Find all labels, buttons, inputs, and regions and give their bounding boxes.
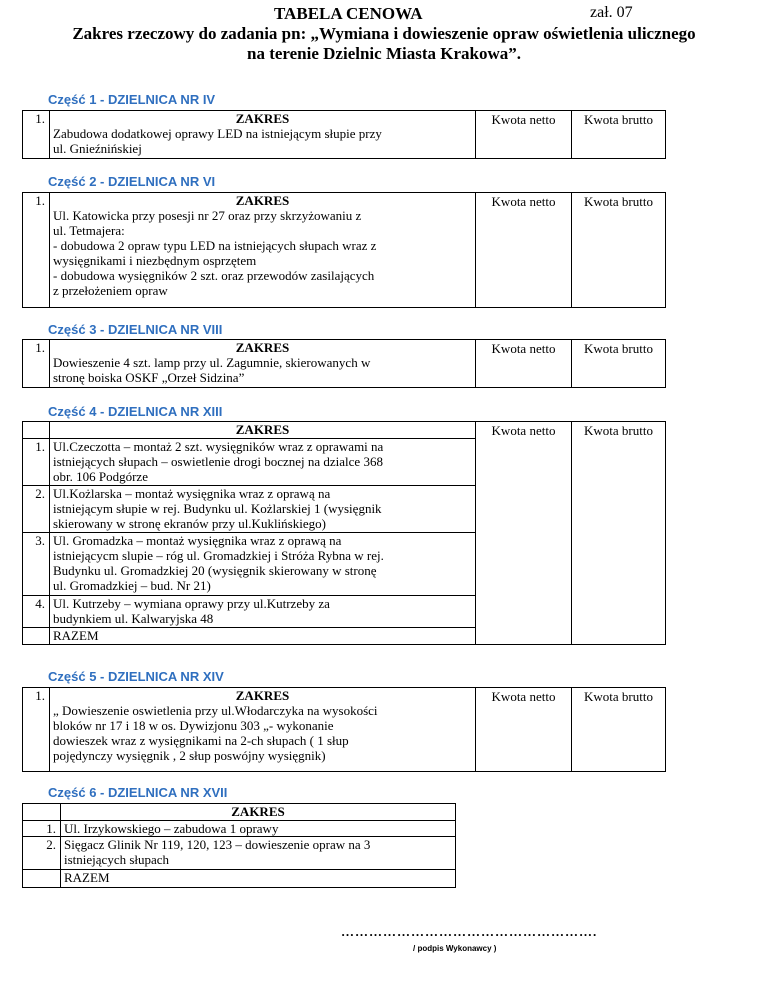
zakres-cell: ZAKRES Zabudowa dodatkowej oprawy LED na istniejącym słupie przy ul. Gnieźnińskiej: [50, 111, 476, 159]
part-1-heading: Część 1 - DZIELNICA NR IV: [48, 92, 216, 107]
part-2-heading: Część 2 - DZIELNICA NR VI: [48, 174, 216, 189]
kwota-netto-header: Kwota netto: [476, 340, 572, 388]
zakres-cell: Ul. Gromadzka – montaż wysięgnika wraz z oprawą na istniejącycm slupie – róg ul. Gromadzkiej i Stróża Rybna w rej. Budynku ul. Gromadzkiej 20 (wysięgnik skierowany w stronę ul. Gromadzkiej – bud. Nr 21): [50, 533, 476, 596]
row-number: 2.: [23, 486, 50, 533]
part-2-table: [22, 192, 666, 308]
zakres-header: ZAKRES: [61, 804, 456, 821]
row-number: 3.: [23, 533, 50, 596]
kwota-netto-header: Kwota netto: [476, 111, 572, 159]
zakres-header: ZAKRES: [235, 111, 290, 126]
kwota-brutto-header: Kwota brutto: [572, 193, 666, 308]
title-row: [0, 4, 768, 24]
zakres-cell: Ul.Kożlarska – montaż wysięgnika wraz z oprawą na istniejącym słupie w rej. Budynku ul. Kożlarskiej 1 (wysięgnik skierowany w stronę ekranów przy ul.Kuklińskiego): [50, 486, 476, 533]
zakres-cell: ZAKRES Ul. Katowicka przy posesji nr 27 oraz przy skrzyżowaniu z ul. Tetmajera: - dobudowa 2 opraw typu LED na istniejących słupach wraz z wysięgnikami i niezbędnym osprzętem - dobudowa wysięgników 2 szt. oraz przewodów zasilających z przełożeniem opraw: [50, 193, 476, 308]
row-number: 4.: [23, 596, 50, 628]
total-label: RAZEM: [61, 870, 456, 888]
total-label: RAZEM: [50, 628, 476, 645]
row-number: 1.: [23, 821, 61, 837]
row-number: 1.: [23, 193, 50, 308]
zakres-cell: ZAKRES Dowieszenie 4 szt. lamp przy ul. Zagumnie, skierowanych w stronę boiska OSKF „Orzeł Sidzina”: [50, 340, 476, 388]
part-1-table: [22, 110, 666, 159]
kwota-netto-header: Kwota netto: [476, 193, 572, 308]
part-3-table: [22, 339, 666, 388]
kwota-brutto-header: Kwota brutto: [572, 688, 666, 772]
kwota-brutto-header: Kwota brutto: [572, 422, 666, 645]
row-number: 2.: [23, 837, 61, 870]
part-3-heading: Część 3 - DZIELNICA NR VIII: [48, 322, 223, 337]
row-number: 1.: [23, 340, 50, 388]
row-number: 1.: [23, 688, 50, 772]
part-6-table: [22, 803, 456, 888]
zakres-header: ZAKRES: [50, 422, 476, 439]
signature-line: ……………………………………………….: [341, 924, 598, 939]
zakres-cell: Ul. Irzykowskiego – zabudowa 1 oprawy: [61, 821, 456, 837]
zakres-cell: Sięgacz Glinik Nr 119, 120, 123 – dowieszenie opraw na 3 istniejących słupach: [61, 837, 456, 870]
signature-label: / podpis Wykonawcy ): [413, 944, 497, 953]
part-6-heading: Część 6 - DZIELNICA NR XVII: [48, 785, 228, 800]
zakres-cell: ZAKRES „ Dowieszenie oswietlenia przy ul.Włodarczyka na wysokości bloków nr 17 i 18 w os. Dywizjonu 303 „- wykonanie dowieszek wraz z wysięgnikami na 2-ch słupach ( 1 słup pojędynczy wysięgnik , 2 słup poswójny wysięgnik): [50, 688, 476, 772]
kwota-brutto-header: Kwota brutto: [572, 111, 666, 159]
zakres-cell: Ul. Kutrzeby – wymiana oprawy przy ul.Kutrzeby za budynkiem ul. Kalwaryjska 48: [50, 596, 476, 628]
part-5-heading: Część 5 - DZIELNICA NR XIV: [48, 669, 224, 684]
zakres-header: ZAKRES: [235, 193, 290, 208]
zakres-cell: Ul.Czeczotta – montaż 2 szt. wysięgników wraz z oprawami na istniejących słupach – oswietlenie drogi bocznej na dzialce 368 obr. 106 Podgórze: [50, 439, 476, 486]
row-number: 1.: [23, 111, 50, 159]
row-number: 1.: [23, 439, 50, 486]
kwota-netto-header: Kwota netto: [476, 422, 572, 645]
zakres-header: ZAKRES: [235, 688, 290, 703]
part-4-heading: Część 4 - DZIELNICA NR XIII: [48, 404, 223, 419]
document-title: TABELA CENOWA: [274, 4, 423, 23]
kwota-brutto-header: Kwota brutto: [572, 340, 666, 388]
part-4-table: [22, 421, 666, 645]
kwota-netto-header: Kwota netto: [476, 688, 572, 772]
part-5-table: [22, 687, 666, 772]
document-subtitle: Zakres rzeczowy do zadania pn: „Wymiana i dowieszenie opraw oświetlenia ulicznego na terenie Dzielnic Miasta Krakowa”.: [72, 24, 696, 63]
annex-number: zał. 07: [590, 4, 633, 21]
zakres-header: ZAKRES: [235, 340, 290, 355]
